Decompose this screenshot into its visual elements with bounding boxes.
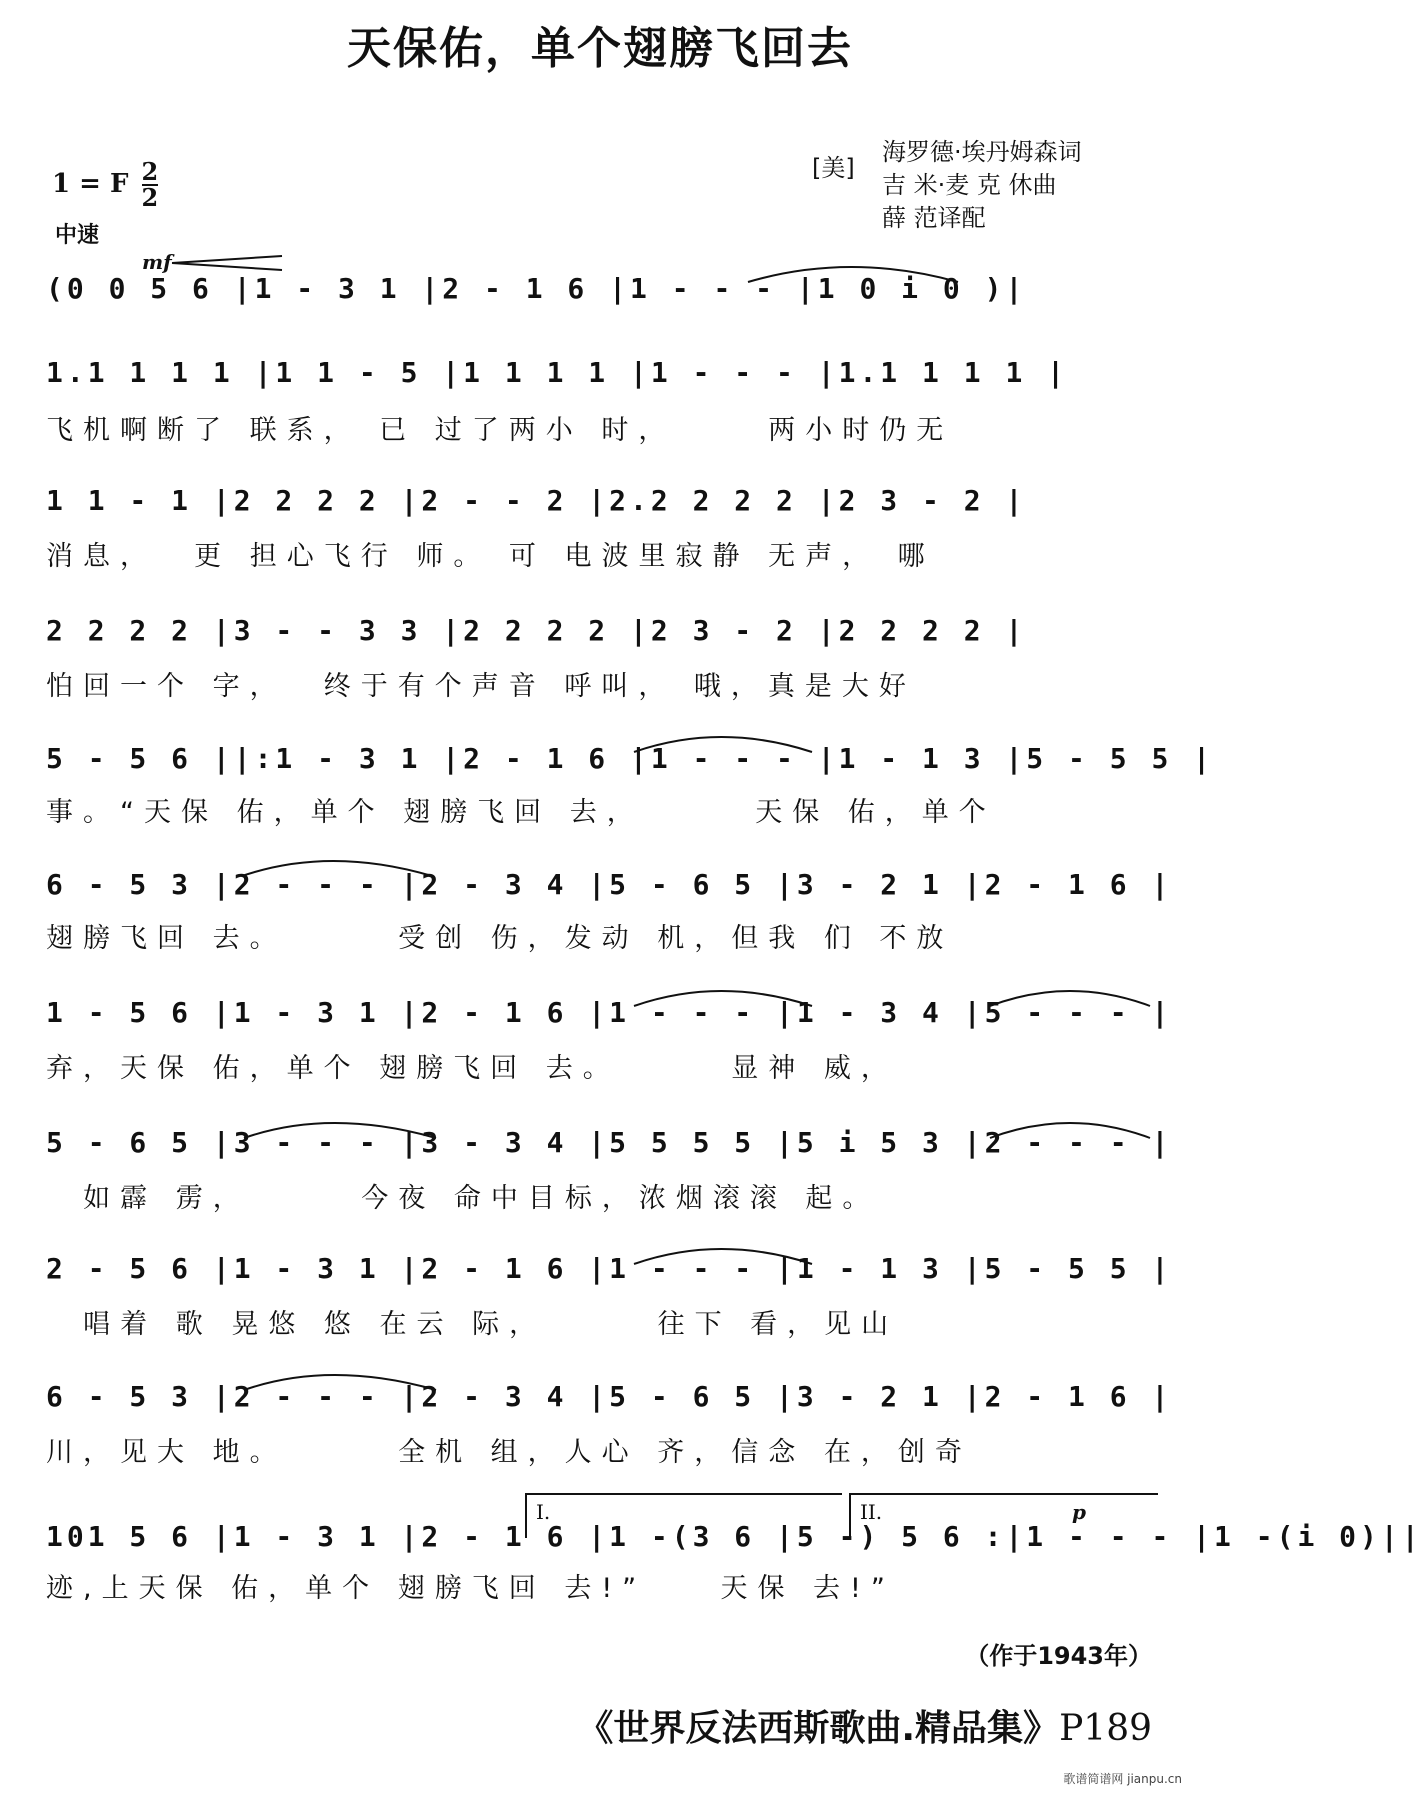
time-signature-denominator: 2 [141,183,159,212]
lyrics-line-10: 川，见大 地。 全机 组，人心 齐，信念 在，创奇 [46,1437,972,1468]
lyrics-line-9: 唱着 歌 晃悠 悠 在云 际， 往下 看，见山 [46,1309,899,1340]
song-title: 天保佑，单个翅膀飞回去 [347,23,853,74]
volta-first-label: I. [536,1500,551,1524]
notation-line-8: 5 - 6 5 |3 - - - |3 - 3 4 |5 5 5 5 |5 i 5 3 |2 - - - | [46,1126,1173,1159]
source-page: P189 [1059,1708,1152,1749]
composed-year-note: （作于1943年） [965,1642,1152,1670]
lyrics-line-7: 弃，天保 佑，单个 翅膀飞回 去。 显神 威， [46,1053,898,1084]
translator-text: 薛 范译配 [882,204,986,232]
notation-line-7: 1 - 5 6 |1 - 3 1 |2 - 1 6 |1 - - - |1 - 3 4 |5 - - - | [46,996,1173,1029]
dynamic-mf: mf [142,250,172,274]
tie-4 [634,991,812,1006]
lyricist-text: 海罗德·埃丹姆森词 [882,138,1082,166]
tie-7 [990,1123,1150,1138]
tie-5 [990,991,1150,1006]
composer-text: 吉 米·麦 克 休曲 [882,171,1057,199]
tie-2 [634,737,812,752]
lyrics-line-5: 事。“天保 佑，单个 翅膀飞回 去， 天保 佑，单个 [46,797,996,828]
tie-3 [242,861,432,876]
lyrics-line-4: 怕回一个 字， 终于有个声音 呼叫， 哦，真是大好 [46,671,916,702]
notation-line-6: 6 - 5 3 |2 - - - |2 - 3 4 |5 - 6 5 |3 - 2 1 |2 - 1 6 | [46,868,1173,901]
notation-line-3: 1 1 - 1 |2 2 2 2 |2 - - 2 |2.2 2 2 2 |2 3 - 2 | [46,484,1027,517]
dynamic-p: p [1072,1500,1086,1524]
lyrics-line-8: 如霹 雳， 今夜 命中目标，浓烟滚滚 起。 [46,1183,880,1214]
lyrics-line-6: 翅膀飞回 去。 受创 伤，发动 机，但我 们 不放 [46,923,954,954]
tie-9 [244,1375,436,1390]
notation-line-5: 5 - 5 6 ||:1 - 3 1 |2 - 1 6 |1 - - - |1 - 1 3 |5 - 5 5 | [46,742,1215,775]
tempo-marking: 中速 [55,223,100,248]
notation-line-4: 2 2 2 2 |3 - - 3 3 |2 2 2 2 |2 3 - 2 |2 2 2 2 | [46,614,1027,647]
notation-line-9: 2 - 5 6 |1 - 3 1 |2 - 1 6 |1 - - - |1 - 1 3 |5 - 5 5 | [46,1252,1173,1285]
notation-line-2: 1.1 1 1 1 |1 1 - 5 |1 1 1 1 |1 - - - |1.1 1 1 1 | [46,356,1069,389]
source-citation [577,1700,1152,1751]
notation-line-1: (0 0 5 6 |1 - 3 1 |2 - 1 6 |1 - - - |1 0 i 0 )| [46,272,1027,305]
lyrics-line-3: 消息， 更 担心飞行 师。 可 电波里寂静 无声， 哪 [46,541,935,572]
watermark: 歌谱简谱网 jianpu.cn [1063,1772,1182,1786]
notation-line-11: 101 5 6 |1 - 3 1 |2 - 1 6 |1 -(3 6 |5 -) 5 6 :|1 - - - |1 -(i 0)|| [46,1520,1423,1553]
lyrics-line-2: 飞机啊断了 联系， 已 过了两小 时， 两小时仍无 [46,415,954,446]
lyrics-line-11: 迹,上天保 佑，单个 翅膀飞回 去!” 天保 去!” [46,1573,895,1604]
time-signature-numerator: 2 [141,157,159,186]
source-book: 《世界反法西斯歌曲.精品集》 [577,1708,1060,1749]
tie-8 [634,1249,812,1264]
tie-6 [244,1123,436,1138]
volta-second-label: II. [860,1500,883,1524]
notation-line-10: 6 - 5 3 |2 - - - |2 - 3 4 |5 - 6 5 |3 - 2 1 |2 - 1 6 | [46,1380,1173,1413]
key-signature: 1 = F [52,169,129,199]
credits-nationality: [美] [812,154,855,182]
tie-1 [748,267,958,282]
